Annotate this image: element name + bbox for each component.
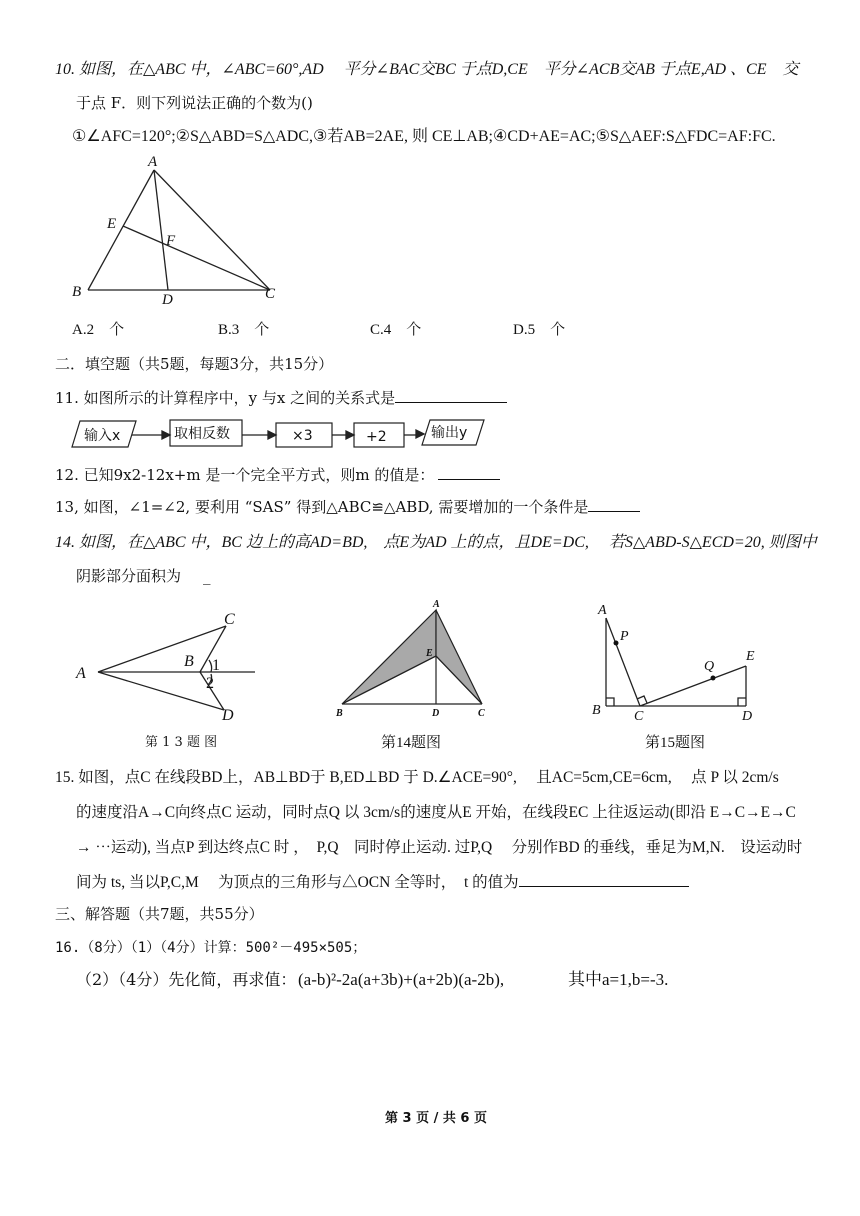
fig14-label-c: C <box>478 708 485 719</box>
fig14-label-b: B <box>336 708 343 719</box>
q11-text: 11. 如图所示的计算程序中，y 与x 之间的关系式是 <box>55 388 507 408</box>
fig13 <box>70 608 270 728</box>
fig13-label-c: C <box>224 611 235 628</box>
flow-negate-label: 取相反数 <box>174 426 230 442</box>
bisector-ce <box>123 226 270 290</box>
q11-flowchart <box>70 415 490 451</box>
fig14-label-d: D <box>432 708 440 719</box>
fig14 <box>330 596 500 726</box>
bisector-ad <box>154 170 168 290</box>
q16-line2c: 其中a=1,b=-3. <box>568 970 669 989</box>
arrow-icon <box>268 431 276 439</box>
q10-line2: 于点 F．则下列说法正确的个数为() <box>76 94 313 112</box>
section2-title: 二．填空题（共5题，每题3分，共15分） <box>55 355 334 373</box>
fig15-label-c: C <box>634 709 644 724</box>
flow-plus2-label: +2 <box>366 429 387 445</box>
q10-option-d: D.5 个 <box>513 322 566 338</box>
side-ac <box>154 170 270 290</box>
fig13-angle1: 1 <box>212 657 220 674</box>
q15-line1: 15. 如图，点C 在线段BD上，AB⊥BD于 B,ED⊥BD 于 D.∠ACE=90°, 且AC=5cm,CE=6cm, 点 P 以 2cm/s <box>55 769 779 786</box>
q10-statements: ①∠AFC=120°;②S△ABD=S△ADC,③若AB=2AE, 则 CE⊥AB;④CD+AE=AC;⑤S△AEF:S△FDC=AF:FC. <box>72 128 776 145</box>
fig14-shade-right <box>436 610 482 704</box>
q15-line2: 的速度沿A→C向终点C 运动，同时点Q 以 3cm/s的速度从E 开始，在线段EC 上往返运动(即沿 E→C→E→C <box>76 804 796 821</box>
side-ab <box>88 170 154 290</box>
fig15-label-q: Q <box>704 659 715 674</box>
q10-option-b: B.3 个 <box>218 322 270 338</box>
fig13-label-b: B <box>184 653 194 670</box>
label-e: E <box>107 216 117 232</box>
q16-line1: 16.（8分）（1）（4分）计算：500²－495×505； <box>55 940 367 956</box>
fig15-label-b: B <box>592 703 601 718</box>
fig13-label-d: D <box>222 707 234 724</box>
label-b: B <box>72 284 82 300</box>
q13-text: 13, 如图，∠1=∠2, 要利用 “SAS” 得到△ABC≌△ABD, 需要增加的一个条件是 <box>55 497 640 517</box>
fig15-point-q <box>711 676 716 681</box>
flow-input-label: 输入x <box>84 428 121 444</box>
q15-line4: 间为 ts, 当以P,C,M 为顶点的三角形与△OCN 全等时， t 的值为 <box>76 872 689 893</box>
fig15-point-p <box>614 641 619 646</box>
fig15-label-p: P <box>620 629 629 644</box>
page-footer: 第 3 页 / 共 6 页 <box>385 1111 487 1126</box>
fig14-shade-left <box>342 610 436 704</box>
q10-triangle-figure <box>60 150 290 310</box>
fig14-label-e: E <box>426 648 433 659</box>
fig15-label-a: A <box>598 603 607 618</box>
arrow-icon <box>346 431 354 439</box>
q10-option-a: A.2 个 <box>72 322 125 338</box>
flow-times3-label: ×3 <box>292 428 313 444</box>
section3-title: 三、解答题（共7题，共55分） <box>55 905 264 923</box>
q14-line1: 14. 如图，在△ABC 中，BC 边上的高AD=BD, 点E为AD 上的点，且DE=DC, 若S△ABD-S△ECD=20, 则图中 <box>55 534 817 551</box>
q16-line2a: （2）（4分）先化简，再求值： <box>76 970 297 989</box>
fig15-label-d: D <box>742 709 753 724</box>
q12-text: 12. 已知9x2-12x+m 是一个完全平方式，则m 的值是： <box>55 465 500 485</box>
fig13-caption: 第 1 3 题 图 <box>145 735 218 750</box>
fig13-angle2: 2 <box>206 675 214 692</box>
q10-option-c: C.4 个 <box>370 322 422 338</box>
arrow-icon <box>162 431 170 439</box>
q14-line2: 阴影部分面积为 _ <box>76 567 211 585</box>
q16-line2b: (a-b)²-2a(a+3b)+(a+2b)(a-2b), <box>298 970 505 989</box>
q15-line3: → ⋯运动), 当点P 到达终点C 时 ， P,Q 同时停止运动. 过P,Q 分别作BD 的垂线，垂足为M,N. 设运动时 <box>76 839 803 856</box>
q10-line1: 10. 如图，在△ABC 中，∠ABC=60°,AD 平分∠BAC交BC 于点D,CE 平分∠ACB交AB 于点E,AD 、CE 交 <box>55 61 799 78</box>
label-c: C <box>265 286 276 302</box>
flow-output-label: 输出y <box>431 425 468 441</box>
arrow-icon <box>416 430 424 438</box>
fig14-label-a: A <box>433 599 440 610</box>
fig14-caption: 第14题图 <box>381 735 442 751</box>
label-a: A <box>148 154 158 170</box>
label-f: F <box>166 233 176 249</box>
fig13-label-a: A <box>76 665 86 682</box>
fig15-label-e: E <box>746 649 755 664</box>
label-d: D <box>162 292 173 308</box>
fig15 <box>590 598 770 726</box>
fig15-caption: 第15题图 <box>645 735 706 751</box>
